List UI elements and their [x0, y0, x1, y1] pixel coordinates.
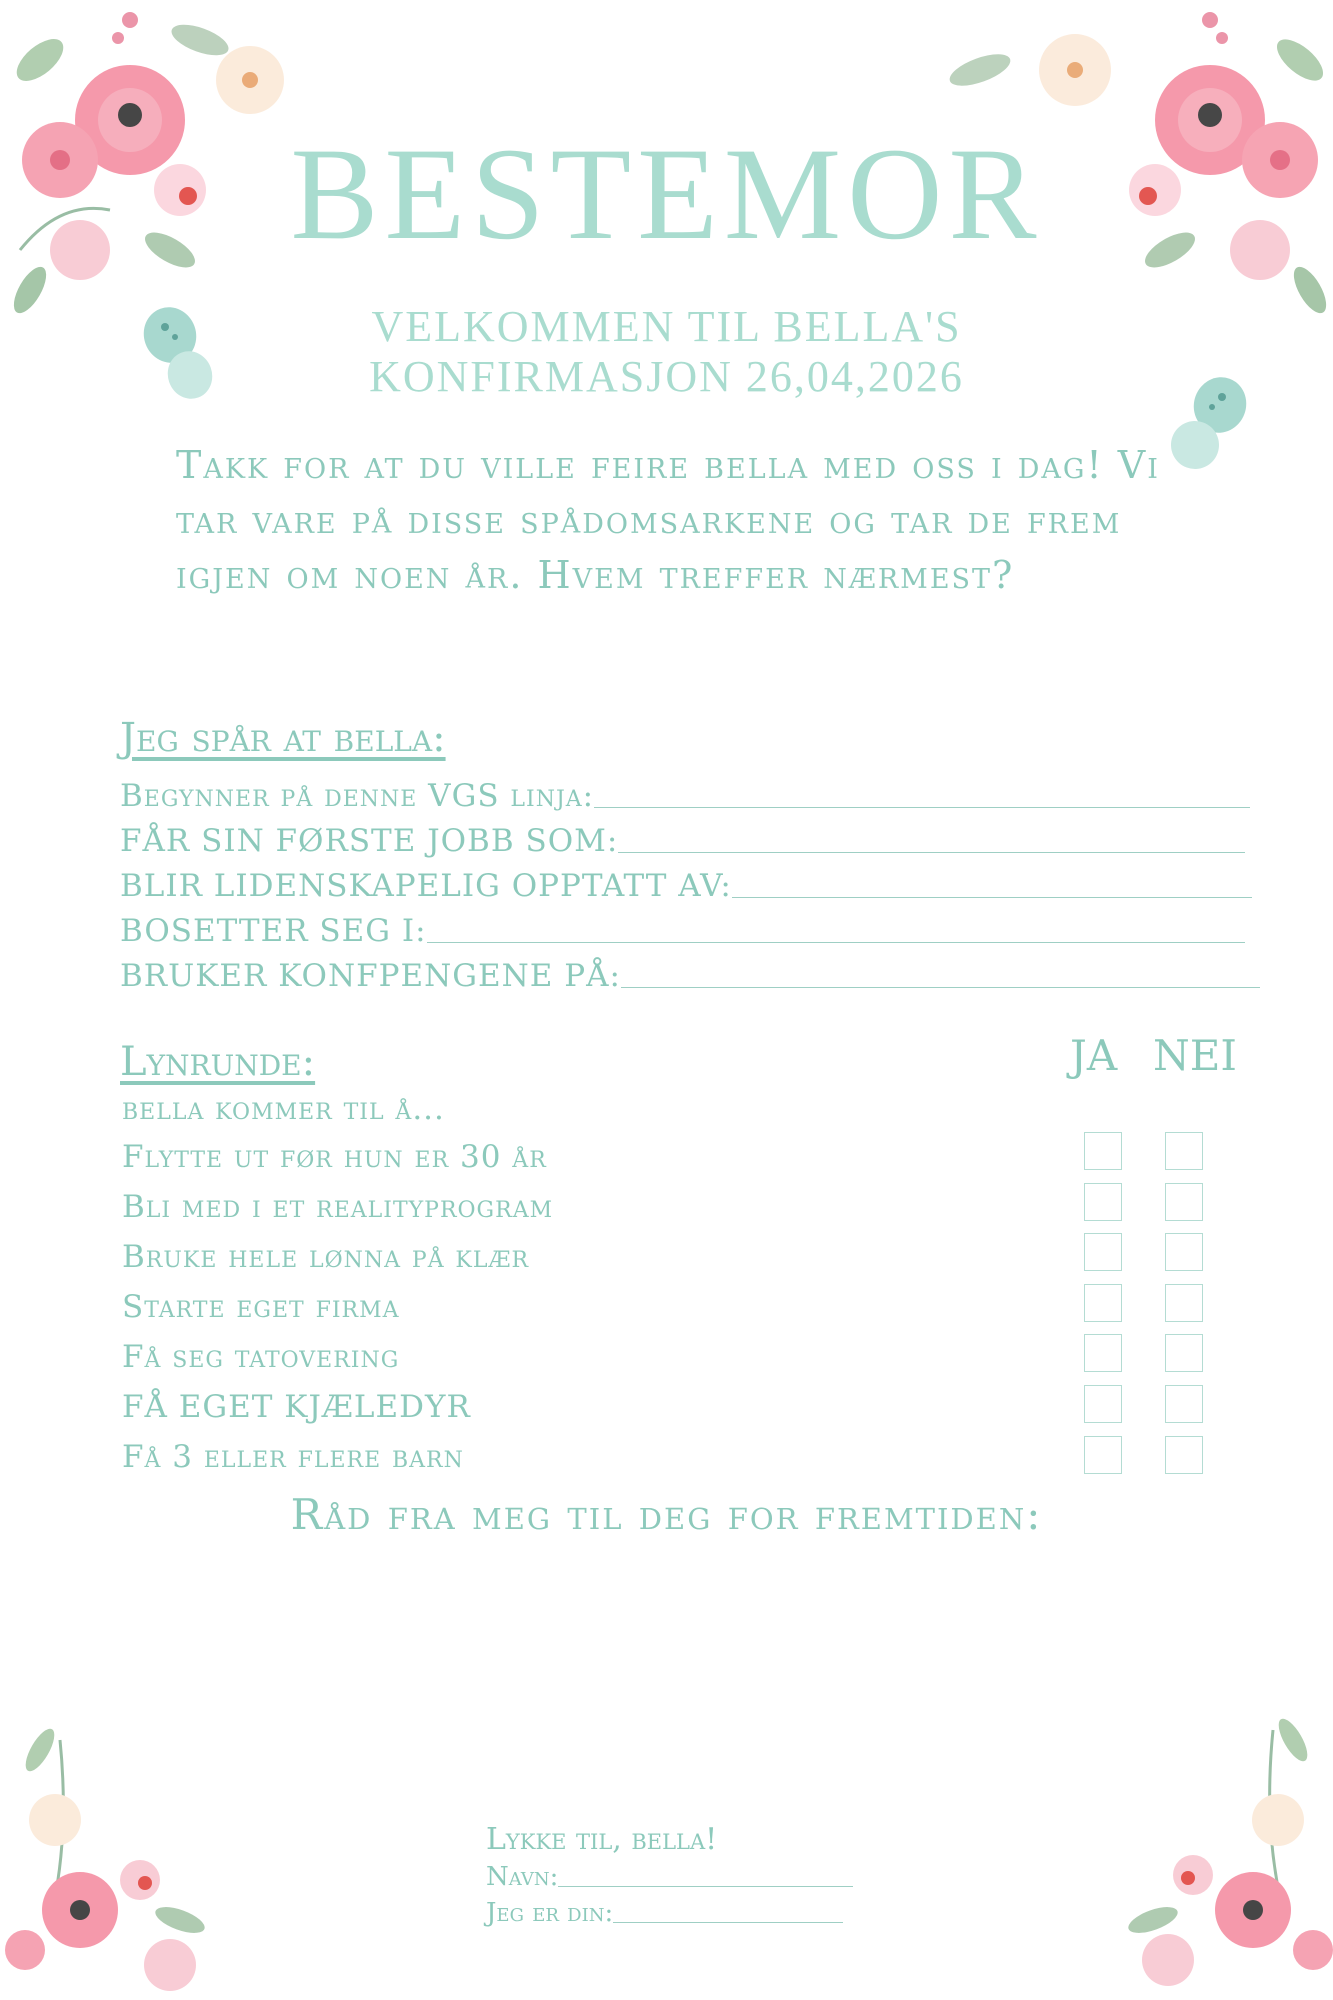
lightning-item-label: Få seg tatovering: [122, 1339, 400, 1375]
checkbox-no[interactable]: [1165, 1233, 1203, 1271]
name-label: Navn:: [486, 1862, 559, 1892]
checkbox-no[interactable]: [1165, 1284, 1203, 1322]
prediction-row: [120, 770, 1250, 814]
checkbox-no[interactable]: [1165, 1132, 1203, 1170]
prediction-label: Begynner på denne VGS linja:: [120, 778, 595, 814]
prediction-label: BRUKER KONFPENGENE PÅ:: [120, 958, 621, 994]
page-title: BESTEMOR: [290, 120, 1043, 267]
checkbox-yes[interactable]: [1084, 1334, 1122, 1372]
subtitle-welcome: VELKOMMEN TIL BELLA'S: [371, 302, 962, 351]
relation-answer-line[interactable]: [613, 1922, 843, 1923]
name-field: [486, 1862, 853, 1892]
checkbox-yes[interactable]: [1084, 1385, 1122, 1423]
column-yes-header: JA: [1070, 1031, 1118, 1080]
checkbox-no[interactable]: [1165, 1436, 1203, 1474]
relation-field: [486, 1898, 843, 1928]
lightning-round-heading: Lynrunde:: [120, 1039, 316, 1085]
lightning-item-label: Bli med i et realityprogram: [122, 1189, 554, 1225]
prediction-answer-line[interactable]: [621, 987, 1260, 988]
prediction-row: [120, 905, 1245, 949]
lightning-item-label: Flytte ut før hun er 30 år: [122, 1139, 547, 1175]
checkbox-yes[interactable]: [1084, 1233, 1122, 1271]
prediction-row: [120, 815, 1245, 859]
footer-greeting-text: Lykke til, bella!: [486, 1822, 718, 1857]
prediction-answer-line[interactable]: [732, 897, 1252, 898]
lightning-round-intro: bella kommer til å...: [122, 1091, 445, 1127]
lightning-item-label: Få 3 eller flere barn: [122, 1439, 464, 1475]
lightning-item-label: Bruke hele lønna på klær: [122, 1239, 530, 1275]
predictions-heading: Jeg spår at bella:: [120, 715, 446, 761]
checkbox-yes[interactable]: [1084, 1183, 1122, 1221]
prediction-answer-line[interactable]: [618, 852, 1245, 853]
flower-cluster-bottom-right-icon: [1073, 1710, 1333, 2000]
prediction-label: BLIR LIDENSKAPELIG OPPTATT AV:: [120, 868, 732, 904]
subtitle-confirmation-date: KONFIRMASJON 26,04,2026: [369, 352, 964, 401]
prediction-answer-line[interactable]: [594, 807, 1250, 808]
name-answer-line[interactable]: [558, 1886, 853, 1887]
prediction-label: BOSETTER SEG I:: [120, 913, 427, 949]
prediction-row: [120, 860, 1252, 904]
advice-heading: Råd fra meg til deg for fremtiden:: [290, 1490, 1043, 1539]
checkbox-no[interactable]: [1165, 1183, 1203, 1221]
lightning-item-label: FÅ EGET KJÆLEDYR: [122, 1389, 471, 1425]
prediction-answer-line[interactable]: [427, 942, 1245, 943]
footer-greeting: [486, 1822, 717, 1857]
relation-label: Jeg er din:: [486, 1898, 614, 1928]
checkbox-no[interactable]: [1165, 1334, 1203, 1372]
checkbox-yes[interactable]: [1084, 1284, 1122, 1322]
prediction-label: FÅR SIN FØRSTE JOBB SOM:: [120, 823, 619, 859]
flower-cluster-bottom-left-icon: [0, 1720, 260, 2000]
intro-text: Takk for at du ville feire bella med oss i dag! Vi tar vare på disse spådomsarkene og tar de frem igjen om noen år. Hvem treffer nærmest?: [176, 443, 1160, 597]
checkbox-yes[interactable]: [1084, 1436, 1122, 1474]
checkbox-no[interactable]: [1165, 1385, 1203, 1423]
checkbox-yes[interactable]: [1084, 1132, 1122, 1170]
lightning-item-label: Starte eget firma: [122, 1289, 400, 1325]
column-no-header: NEI: [1153, 1031, 1237, 1080]
prediction-row: [120, 950, 1260, 994]
